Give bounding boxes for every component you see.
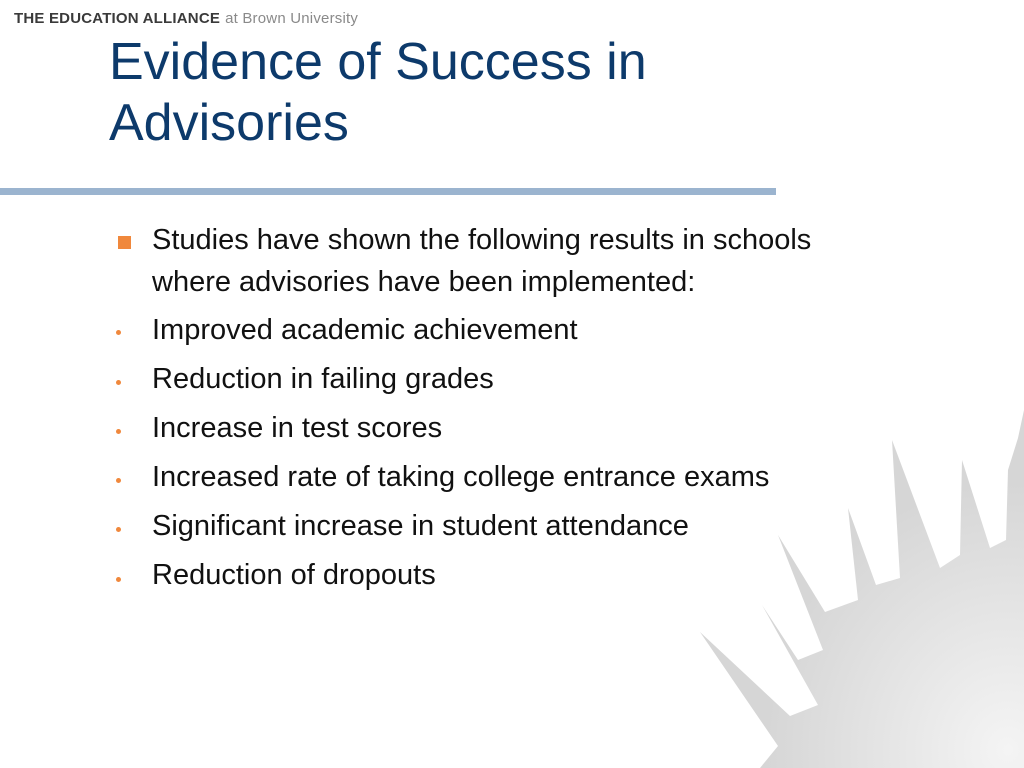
result-item: Improved academic achievement bbox=[152, 314, 578, 346]
square-bullet-icon bbox=[118, 236, 131, 249]
result-item: Significant increase in student attendance bbox=[152, 510, 689, 542]
slide-title-line-1: Evidence of Success in bbox=[109, 33, 647, 91]
intro-line-2: where advisories have been implemented: bbox=[152, 266, 696, 298]
result-item: Reduction in failing grades bbox=[152, 363, 494, 395]
bullet-dot-icon bbox=[116, 380, 121, 385]
slide-title-line-2: Advisories bbox=[109, 94, 349, 152]
result-item: Reduction of dropouts bbox=[152, 559, 436, 591]
result-item: Increase in test scores bbox=[152, 412, 443, 444]
bullet-dot-icon bbox=[116, 330, 121, 335]
result-item: Increased rate of taking college entrance exams bbox=[152, 461, 770, 493]
bullet-dot-icon bbox=[116, 429, 121, 434]
bullet-dot-icon bbox=[116, 527, 121, 532]
brand-sub: at Brown University bbox=[225, 10, 359, 27]
bullet-dot-icon bbox=[116, 577, 121, 582]
bullet-dot-icon bbox=[116, 478, 121, 483]
intro-line-1: Studies have shown the following results in schools bbox=[152, 224, 812, 256]
brand-name: THE EDUCATION ALLIANCE bbox=[14, 10, 221, 27]
